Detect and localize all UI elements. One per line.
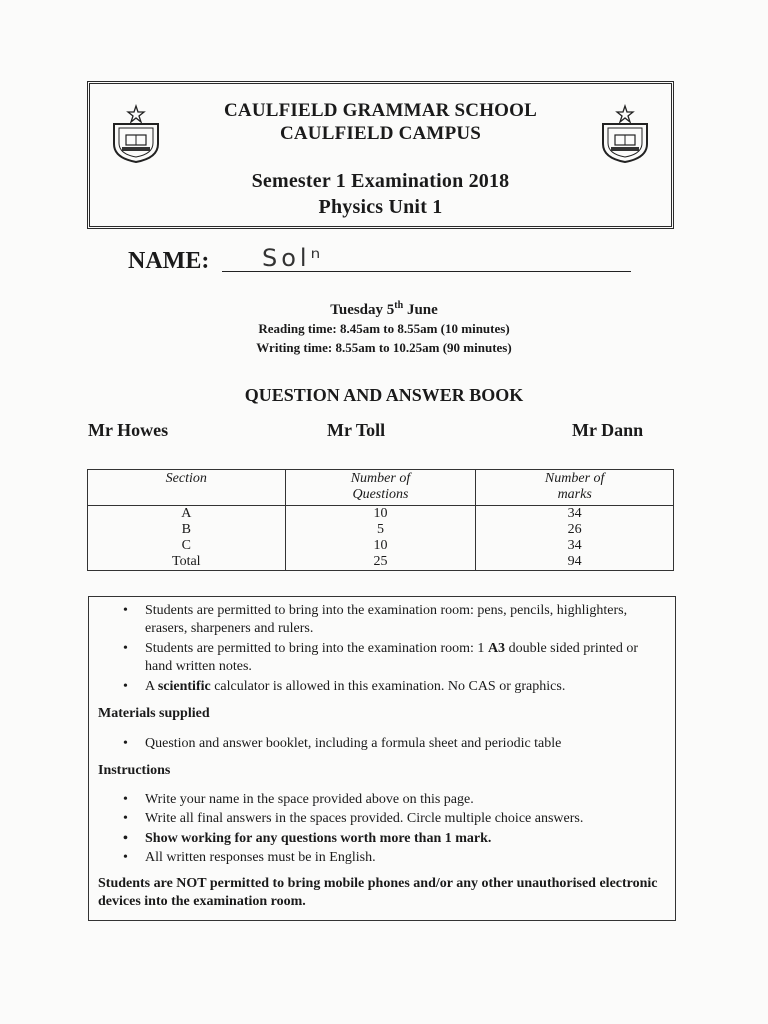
table-header-row (88, 470, 674, 506)
name-field-value[interactable]: Solⁿ (262, 244, 325, 272)
teacher-name: Mr Howes (88, 420, 169, 440)
exam-date (0, 300, 768, 319)
list-item: • Students are permitted to bring into the examination room: 1 A3 double sided printed or hand written notes. (145, 640, 655, 676)
table-cell: A (88, 506, 286, 523)
writing-time: Writing time: 8.55am to 10.25am (90 minutes) (256, 340, 512, 355)
table-cell: 25 (285, 554, 476, 571)
exam-month: June (403, 302, 438, 318)
table-cell: B (88, 522, 286, 538)
list-item: • Write your name in the space provided above on this page. (145, 791, 655, 809)
name-label: NAME: (128, 248, 210, 274)
table-header-section: Section (88, 470, 286, 506)
table-cell: 34 (476, 538, 674, 554)
table-header-marks: Number of marks (476, 470, 674, 506)
school-name: CAULFIELD GRAMMAR SCHOOL (223, 100, 538, 121)
list-item: • All written responses must be in English. (145, 849, 655, 867)
table-row (88, 522, 674, 538)
marks-table (87, 469, 674, 571)
table-cell: Total (88, 554, 286, 571)
table-cell: 26 (476, 522, 674, 538)
table-cell: 34 (476, 506, 674, 523)
exam-information-box (88, 596, 676, 921)
exam-day-suffix: th (394, 300, 404, 311)
table-row (88, 554, 674, 571)
reading-time: Reading time: 8.45am to 8.55am (10 minutes) (258, 321, 510, 336)
table-cell: C (88, 538, 286, 554)
table-row (88, 506, 674, 523)
table-cell: 10 (285, 538, 476, 554)
book-title: QUESTION AND ANSWER BOOK (244, 385, 524, 405)
warning-text: Students are NOT permitted to bring mobile phones and/or any other unauthorised electronic devices into the examination room. (98, 876, 658, 909)
table-header-questions: Number of Questions (285, 470, 476, 506)
teacher-name: Mr Dann (572, 420, 644, 440)
campus-name: CAULFIELD CAMPUS (279, 123, 482, 144)
exam-day: Tuesday 5 (330, 302, 395, 318)
materials-heading: Materials supplied (98, 706, 210, 721)
list-item: • Show working for any questions worth more than 1 mark. (145, 830, 655, 848)
teacher-name: Mr Toll (327, 420, 386, 440)
instructions-heading: Instructions (98, 763, 171, 778)
table-row (88, 538, 674, 554)
list-item: • Question and answer booklet, including a formula sheet and periodic table (145, 735, 655, 753)
table-cell: 94 (476, 554, 674, 571)
header-box (87, 81, 674, 229)
subject-title: Physics Unit 1 (318, 196, 443, 218)
exam-title: Semester 1 Examination 2018 (251, 170, 510, 192)
list-item: • Students are permitted to bring into the examination room: pens, pencils, highlighters, erasers, sharpeners and rulers. (145, 602, 655, 638)
table-cell: 5 (285, 522, 476, 538)
list-item: • Write all final answers in the spaces provided. Circle multiple choice answers. (145, 810, 655, 828)
list-item: • A scientific calculator is allowed in this examination. No CAS or graphics. (145, 678, 655, 696)
table-cell: 10 (285, 506, 476, 523)
